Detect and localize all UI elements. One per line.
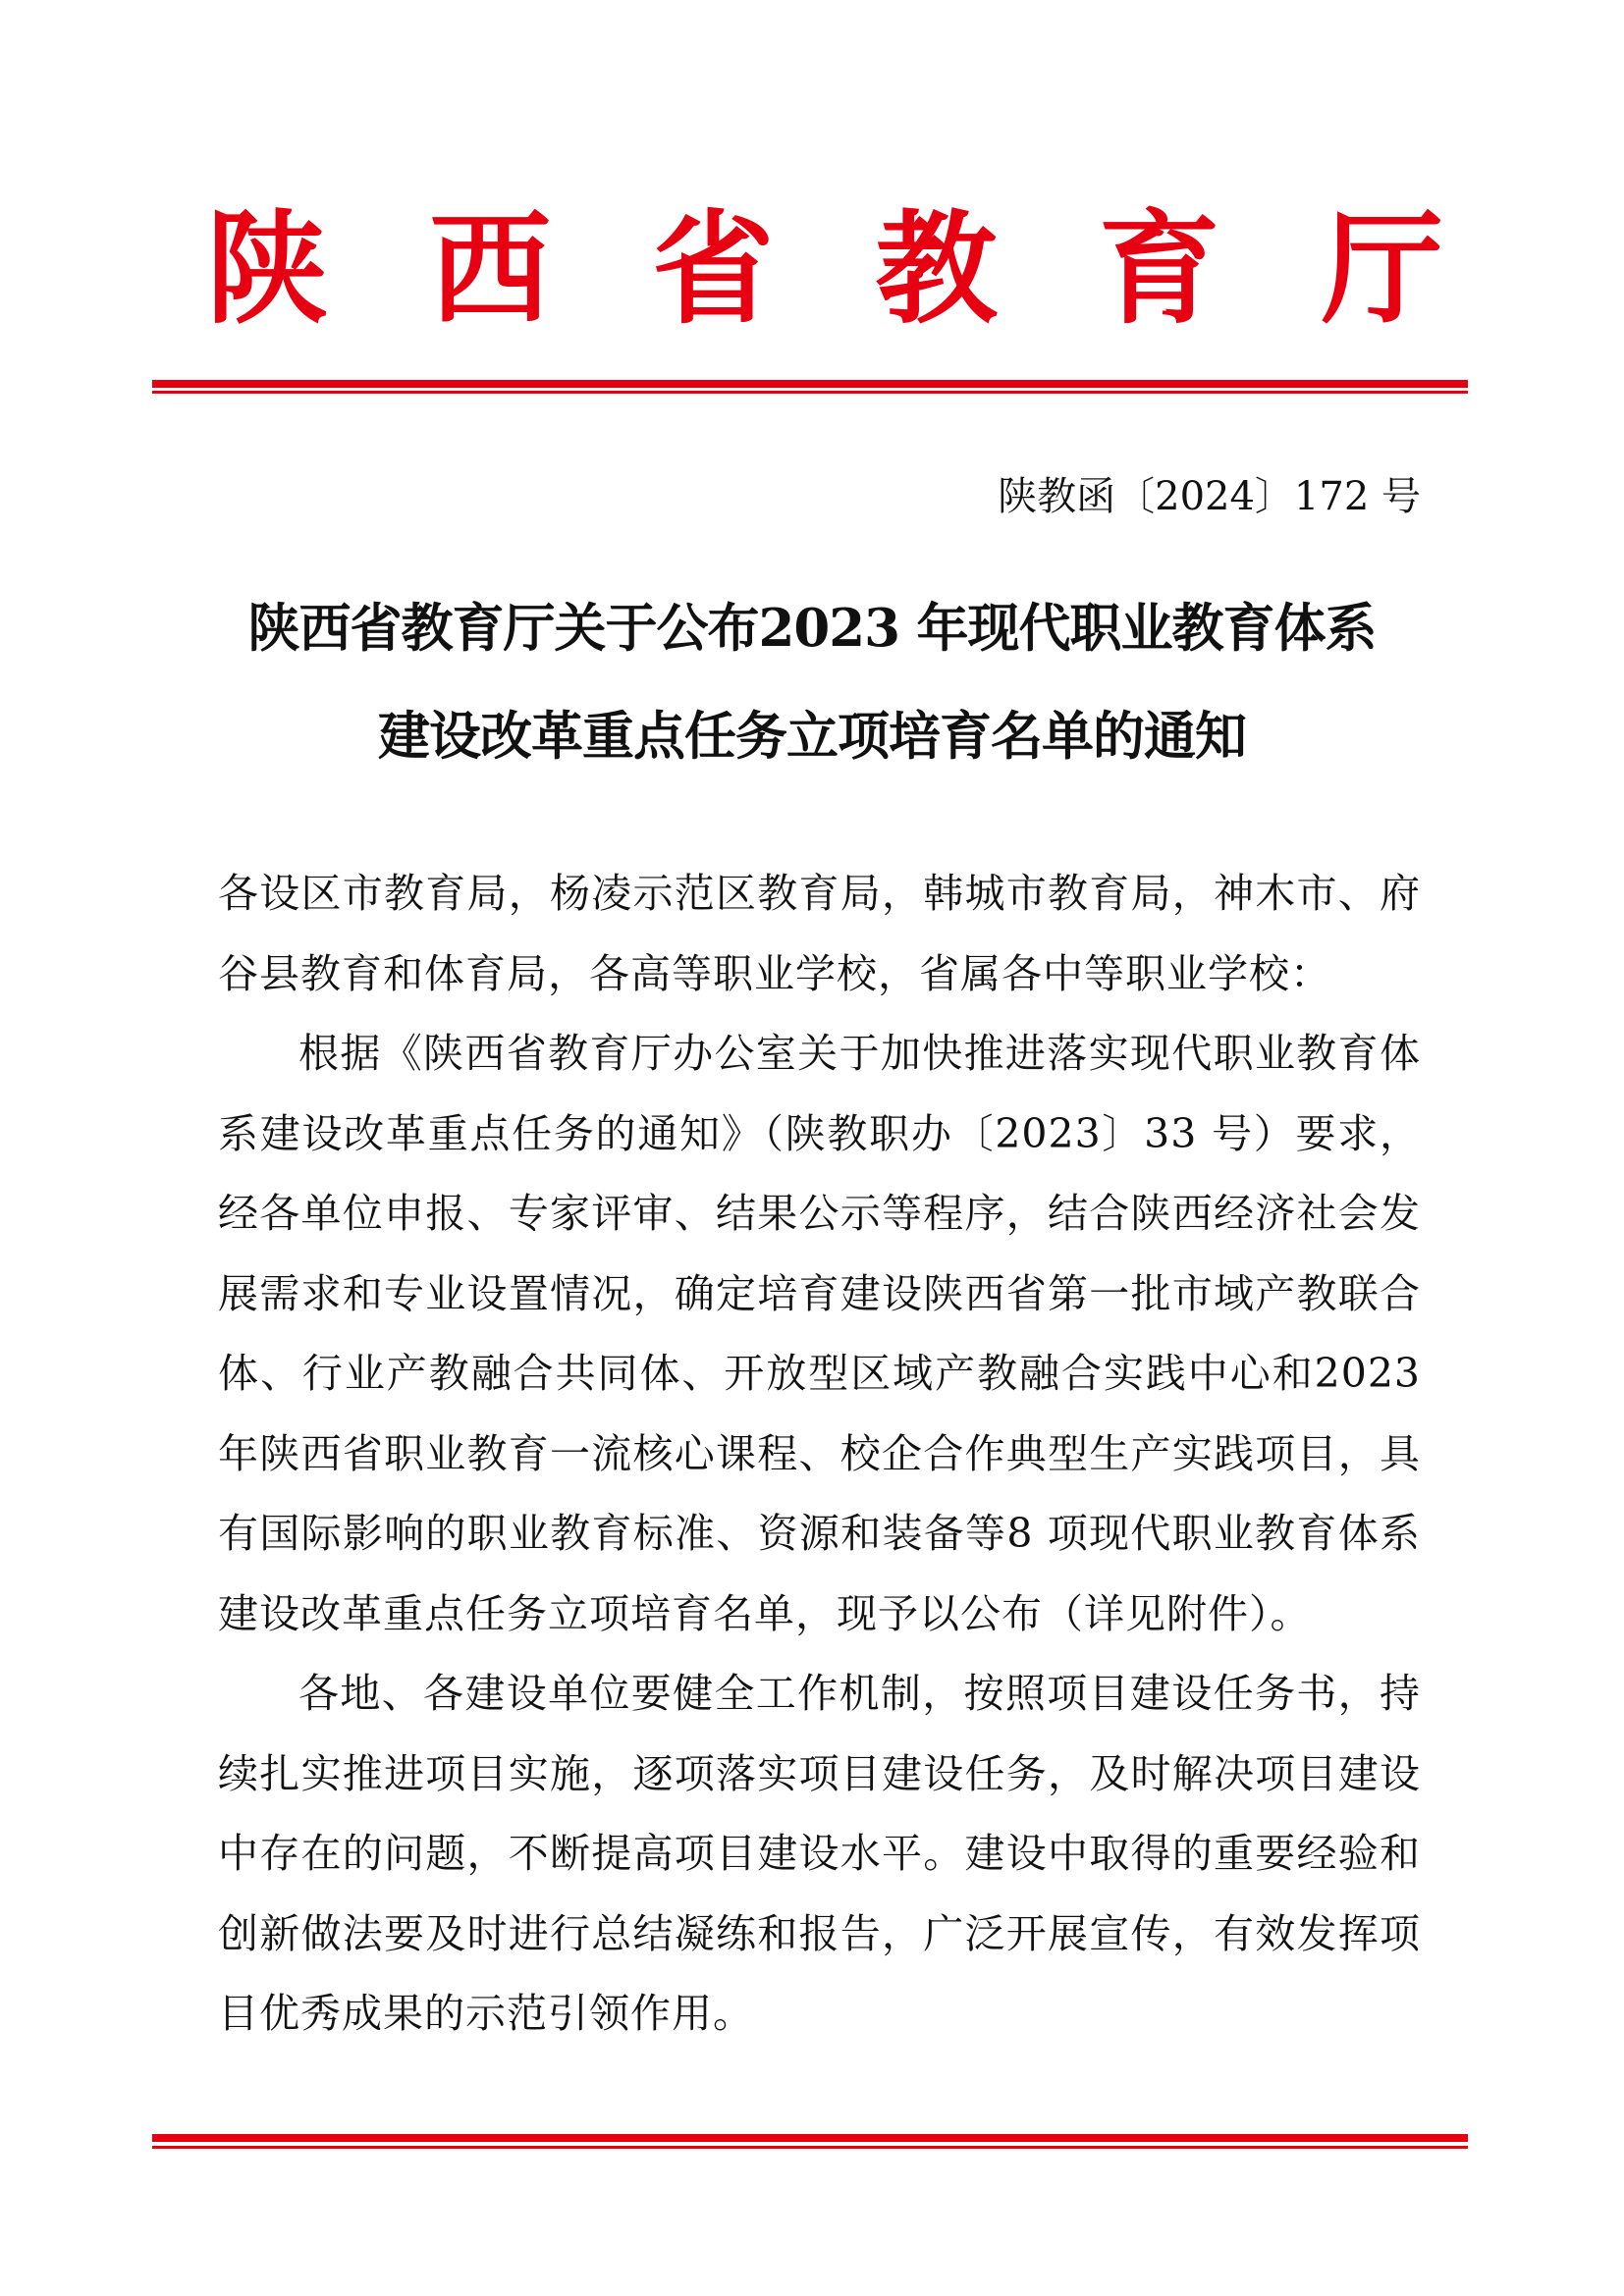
document-title — [196, 574, 1428, 790]
footer-rule-thin — [152, 2146, 1468, 2149]
letterhead-char: 省 — [652, 198, 775, 341]
document-title-line: 建设改革重点任务立项培育名单的通知 — [378, 706, 1246, 767]
letterhead-char: 陕 — [206, 198, 329, 341]
letterhead-title — [206, 198, 1443, 341]
letterhead-char: 育 — [1098, 198, 1220, 341]
document-number: 陕教函〔2024〕172 号 — [998, 474, 1421, 519]
letterhead-char: 厅 — [1321, 198, 1443, 341]
letterhead-rule-thin — [152, 391, 1468, 394]
body-paragraph: 根据《陕西省教育厅办公室关于加快推进落实现代职业教育体系建设改革重点任务的通知》（陕教职办〔2023〕33 号）要求，经各单位申报、专家评审、结果公示等程序，结合陕西经济社会发展需求和专业设置情况，确定培育建设陕西省第一批市域产教联合体、行业产教融合共同体、开放型区域产教融合实践中心和2023 年陕西省职业教育一流核心课程、校企合作典型生产实践项目，具有国际影响的职业教育标准、资源和装备等8 项现代职业教育体系建设改革重点任务立项培育名单，现予以公布（详见附件）。 — [218, 1030, 1421, 1637]
document-title-line: 陕西省教育厅关于公布2023 年现代职业教育体系 — [247, 598, 1377, 659]
letterhead-char: 教 — [875, 198, 998, 341]
letterhead-rule-thick — [152, 380, 1468, 388]
footer-rule-thick — [152, 2134, 1468, 2142]
letterhead-char: 西 — [429, 198, 552, 341]
body-paragraph: 各地、各建设单位要健全工作机制，按照项目建设任务书，持续扎实推进项目实施，逐项落实项目建设任务，及时解决项目建设中存在的问题，不断提高项目建设水平。建设中取得的重要经验和创新做法要及时进行总结凝练和报告，广泛开展宣传，有效发挥项目优秀成果的示范引领作用。 — [218, 1670, 1421, 2037]
document-body — [218, 854, 1421, 2055]
salutation: 各设区市教育局，杨凌示范区教育局，韩城市教育局，神木市、府谷县教育和体育局，各高等职业学校，省属各中等职业学校： — [218, 870, 1421, 997]
